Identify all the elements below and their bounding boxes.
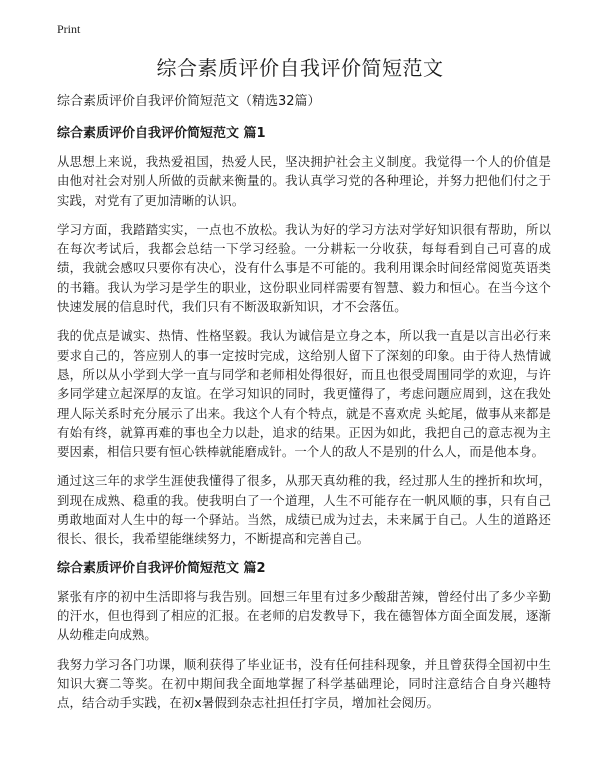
paragraph: 我的优点是诚实、热情、性格坚毅。我认为诚信是立身之本，所以我一直是以言出必行来要求自己的，答应别人的事一定按时完成，这给别人留下了深刻的印象。由于待人热情诚恳，所以从小学到大学一直与同学和老师相处得很好，而且也很受周围同学的欢迎，与许多同学建立起深厚的友谊。在学习知识的同时，我更懂得了，考虑问题应周到，这在我处理人际关系时充分展示了出来。我这个人有个特点，就是不喜欢虎 头蛇尾，做事从来都是有始有终，就算再难的事也全力以赴，追求的结果。正因为如此，我把自己的意志视为主要因素，相信只要有恒心铁棒就能磨成针。一个人的敌人不是别的什么人，而是他本身。 [57, 328, 551, 460]
section-1 [57, 124, 551, 549]
page-title: 综合素质评价自我评价简短范文 [156, 56, 444, 80]
print-link[interactable]: Print [57, 22, 81, 36]
section-heading: 综合素质评价自我评价简短范文 篇2 [57, 560, 266, 576]
section-2 [57, 559, 551, 713]
article-body [57, 92, 551, 722]
paragraph: 我努力学习各门功课，顺利获得了毕业证书，没有任何挂科现象，并且曾获得全国初中生知识大赛二等奖。在初中期间我全面地掌握了科学基础理论，同时注意结合自身兴趣特点，结合动手实践，在初x暑假到杂志社担任打字员，增加社会阅历。 [57, 656, 551, 711]
article-subtitle: 综合素质评价自我评价简短范文（精选32篇） [57, 94, 321, 109]
paragraph: 学习方面，我踏踏实实，一点也不放松。我认为好的学习方法对学好知识很有帮助，所以在每次考试后，我都会总结一下学习经验。一分耕耘一分收获，每每看到自己可喜的成绩，我就会感叹只要你有决心，没有什么事是不可能的。我利用课余时间经常阅览英语类的书籍。我认为学习是学生的职业，这份职业同样需要有智慧、毅力和恒心。在当今这个快速发展的信息时代，我们只有不断汲取新知识，才不会落伍。 [57, 221, 551, 315]
paragraph: 通过这三年的求学生涯使我懂得了很多，从那天真幼稚的我，经过那人生的挫折和坎坷，到现在成熟、稳重的我。使我明白了一个道理，人生不可能存在一帆风顺的事，只有自己勇敢地面对人生中的每一个驿站。当然，成绩已成为过去，未来属于自己。人生的道路还很长、很长，我希望能继续努力，不断提高和完善自己。 [57, 473, 551, 547]
paragraph: 紧张有序的初中生活即将与我告别。回想三年里有过多少酸甜苦辣，曾经付出了多少辛勤的汗水，但也得到了相应的汇报。在老师的启发教导下，我在德智体方面全面发展，逐渐从幼稚走向成熟。 [57, 588, 551, 643]
paragraph: 从思想上来说，我热爱祖国，热爱人民，坚决拥护社会主义制度。我觉得一个人的价值是由他对社会对别人所做的贡献来衡量的。我认真学习党的各种理论，并努力把他们付之于实践，对党有了更加清晰的认识。 [57, 154, 551, 208]
section-heading: 综合素质评价自我评价简短范文 篇1 [57, 126, 266, 141]
